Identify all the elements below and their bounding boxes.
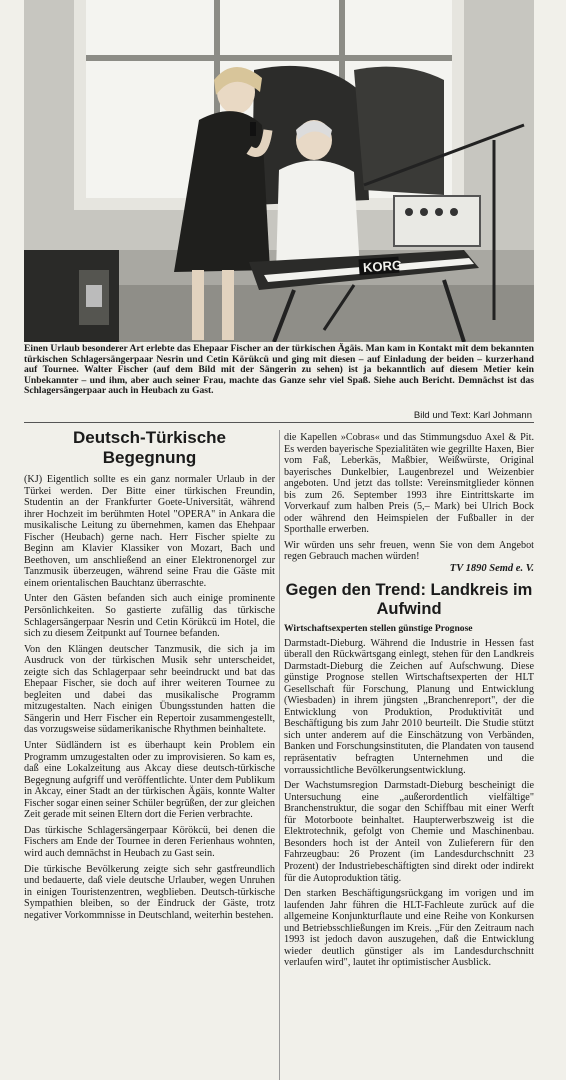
article-paragraph: Die türkische Bevölkerung zeigte sich sehr gastfreundlich und bedauerte, daß viele deutsche Urlauber, wegen Unruhen in einigen Touristenzentren, wegblieben. Deutsch-türkische Sympathien bleiben, so der Eindruck der Gäste, trotz negativer Vorkommnisse in Deutschland, weiterhin bestehen.: [24, 863, 275, 921]
keyboard-brand-label: KORG: [362, 257, 403, 276]
article-signature: TV 1890 Semd e. V.: [449, 563, 534, 575]
divider-line: [24, 422, 534, 423]
photo-caption: Einen Urlaub besonderer Art erlebte das Ehepaar Fischer an der türkischen Ägäis. Man kam in Kontakt mit dem bekannten türkischen Schlagersängerpaar Nesrin und Cetin Körükcü und ging mit diesen – auf Einladung der beiden – kurzerhand auf Tournee. Walter Fischer (auf dem Bild mit der Sängerin zu sehen) ist ja bekanntlich auf diesem Metier kein Unbekannter – und ihm, aber auch seiner Frau, machte das Ganze sehr viel Spaß. Siehe auch Bericht. Demnächst ist das Schlagersängerpaar auch in Heubach zu Gast.: [24, 343, 535, 397]
article-photo: [24, 0, 534, 342]
photo-credit: Bild und Text: Karl Johmann: [413, 410, 532, 421]
article-headline: Deutsch-Türkische Begegnung: [72, 428, 227, 467]
article-left-column: [24, 428, 275, 925]
article-paragraph: Darmstadt-Dieburg. Während die Industrie in Hessen fast überall den Rückwärtsgang einlegt, stehen für den Landkreis Darmstadt-Dieburg die Zeichen auf Aufschwung. Diese günstige Prognose stellen Wirtschaftsexperten der HLT Gesellschaft für Forschung, Planung und Entwicklung (Wiesbaden) in ihrem jüngsten „Branchenreport", der die Entwicklung von Produktion, Produktivität und Beschäftigung bis zum Jahr 2010 beurteilt. Die Studie stützt sich unter anderem auf die Einschätzung von Verbänden, Banken und Forschungsinstituten, die Plandaten von tausend repräsentativ befragten Unternehmen und die vorraussichtliche Bevölkerungsentwicklung.: [284, 637, 534, 776]
article-paragraph: Von den Klängen deutscher Tanzmusik, die sich ja im Ausdruck von der türkischen Musik sehr unterscheidet, zeigte sich das Schlagerpaar sehr beeindruckt und bat das Ehepaar Fischer, sie doch auf ihrer weiteren Tournee zu begleiten und dabei das musikalische Programm mitzugestalten. Nach einigen Übungsstunden hatten die Sängerin und Herr Fischer ein Repertoir zusammengestellt, das vorzugsweise südamerikanische Rhythmen beinhaltete.: [24, 643, 275, 736]
article-paragraph: Unter Südländern ist es überhaupt kein Problem ein Programm umzugestalten oder zu improvisieren. So kam es, daß eine Lokalzeitung aus Akcay diese deutsch-türkische Begegnung aufgriff und veröffentlichte. Unter dem Publikum in Akcay, einer Stadt an der türkischen Ägäis, konnte Walter Fischer sogar einen seiner Schüler begrüßen, der zur gleichen Zeit gerade mit seinen Eltern dort die Ferien verbrachte.: [24, 740, 275, 821]
article-headline: Gegen den Trend: Landkreis im Aufwind: [285, 580, 533, 618]
article-right-column: [284, 432, 534, 973]
article-paragraph: die Kapellen »Cobras« und das Stimmungsduo Axel & Pit. Es werden bayerische Spezialitäten wie gegrillte Haxen, Bier vom Faß, Leberkäs, Maßbier, Weißwürste, Original bayerisches Dunkelbier, Laugenbrezel und Weizenbier angeboten. Und jetzt das tollste: Vereinsmitglieder können bis zum 26. September 1993 ihre Eintrittskarte im Vorverkauf zum halben Preis (5,– Mark) bei Ulrich Bock oder während den Heimspielen der Fußballer in der Sporthalle erwerben.: [284, 432, 534, 536]
photo-illustration: [24, 0, 534, 342]
article-paragraph: Das türkische Schlagersängerpaar Körökcü, bei denen die Fischers am Ende der Tournee in deren Ferienhaus wohnten, wird auch demnächst in Heubach zu Gast sein.: [24, 824, 275, 859]
article-paragraph: (KJ) Eigentlich sollte es ein ganz normaler Urlaub in der Türkei werden. Der Bitte einer türkischen Freundin, Studentin an der Frankfurter Goete-Universität, während ihrer Hochzeit im berühmten Hotel "OPERA" in Ankara die musikalische Leitung zu übernehmen, kamen das Ehehpaar Fischer (Heubach) gerne nach. Herr Fischer spielte zu Beginn am Klavier Klassiker von Mozart, Bach und Beethoven, um anschließend an einer Elektronenorgel zur Tanzmusik überzeugen, während seine Frau die Gäste mit einem orientalischen Bauchtanz überraschte.: [24, 474, 275, 589]
article-paragraph: Wir würden uns sehr freuen, wenn Sie von dem Angebot regen Gebrauch machen würden!: [284, 539, 534, 563]
article-paragraph: Unter den Gästen befanden sich auch einige prominente Persönlichkeiten. So gastierte zufällig das türkische Schlagersängerpaar Nesrin und Cetin Körükcü im Hotel, die sich zu diesem Zeitpunkt auf Tournee befanden.: [24, 593, 275, 640]
article-subheadline: Wirtschaftsexperten stellen günstige Prognose: [284, 622, 473, 634]
column-divider: [279, 430, 280, 1080]
article-paragraph: Der Wachstumsregion Darmstadt-Dieburg bescheinigt die Untersuchung eine „außerordentlich vielfältige" Branchenstruktur, die sogar den Schiffbau mit einer Werft für Motorboote beinhaltet. Haupterwerbszweig ist die Elektrotechnik, gefolgt von Chemie und Maschinenbau. Besonders hoch ist der Anteil von Zulieferern für den Fahrzeugbau: 26 Prozent (im Landesdurchschnitt 23 Prozent) der Industriebeschäftigten sind direkt oder indirekt für die Autoproduktion tätig.: [284, 780, 534, 884]
article-paragraph: Den starken Beschäftigungsrückgang im vorigen und im laufenden Jahr führen die HLT-Fachleute zurück auf die allgemeine Konjunkturflaute und eine Reihe von Konkursen und Betriebsschließungen im Kreis. „Für den Zeitraum nach 1993 ist jedoch davon auszugehen, daß die Entwicklung wieder deutlich günstiger als im Landesdurchschnitt verlaufen wird", lautet ihr optimistischer Ausblick.: [284, 888, 534, 969]
